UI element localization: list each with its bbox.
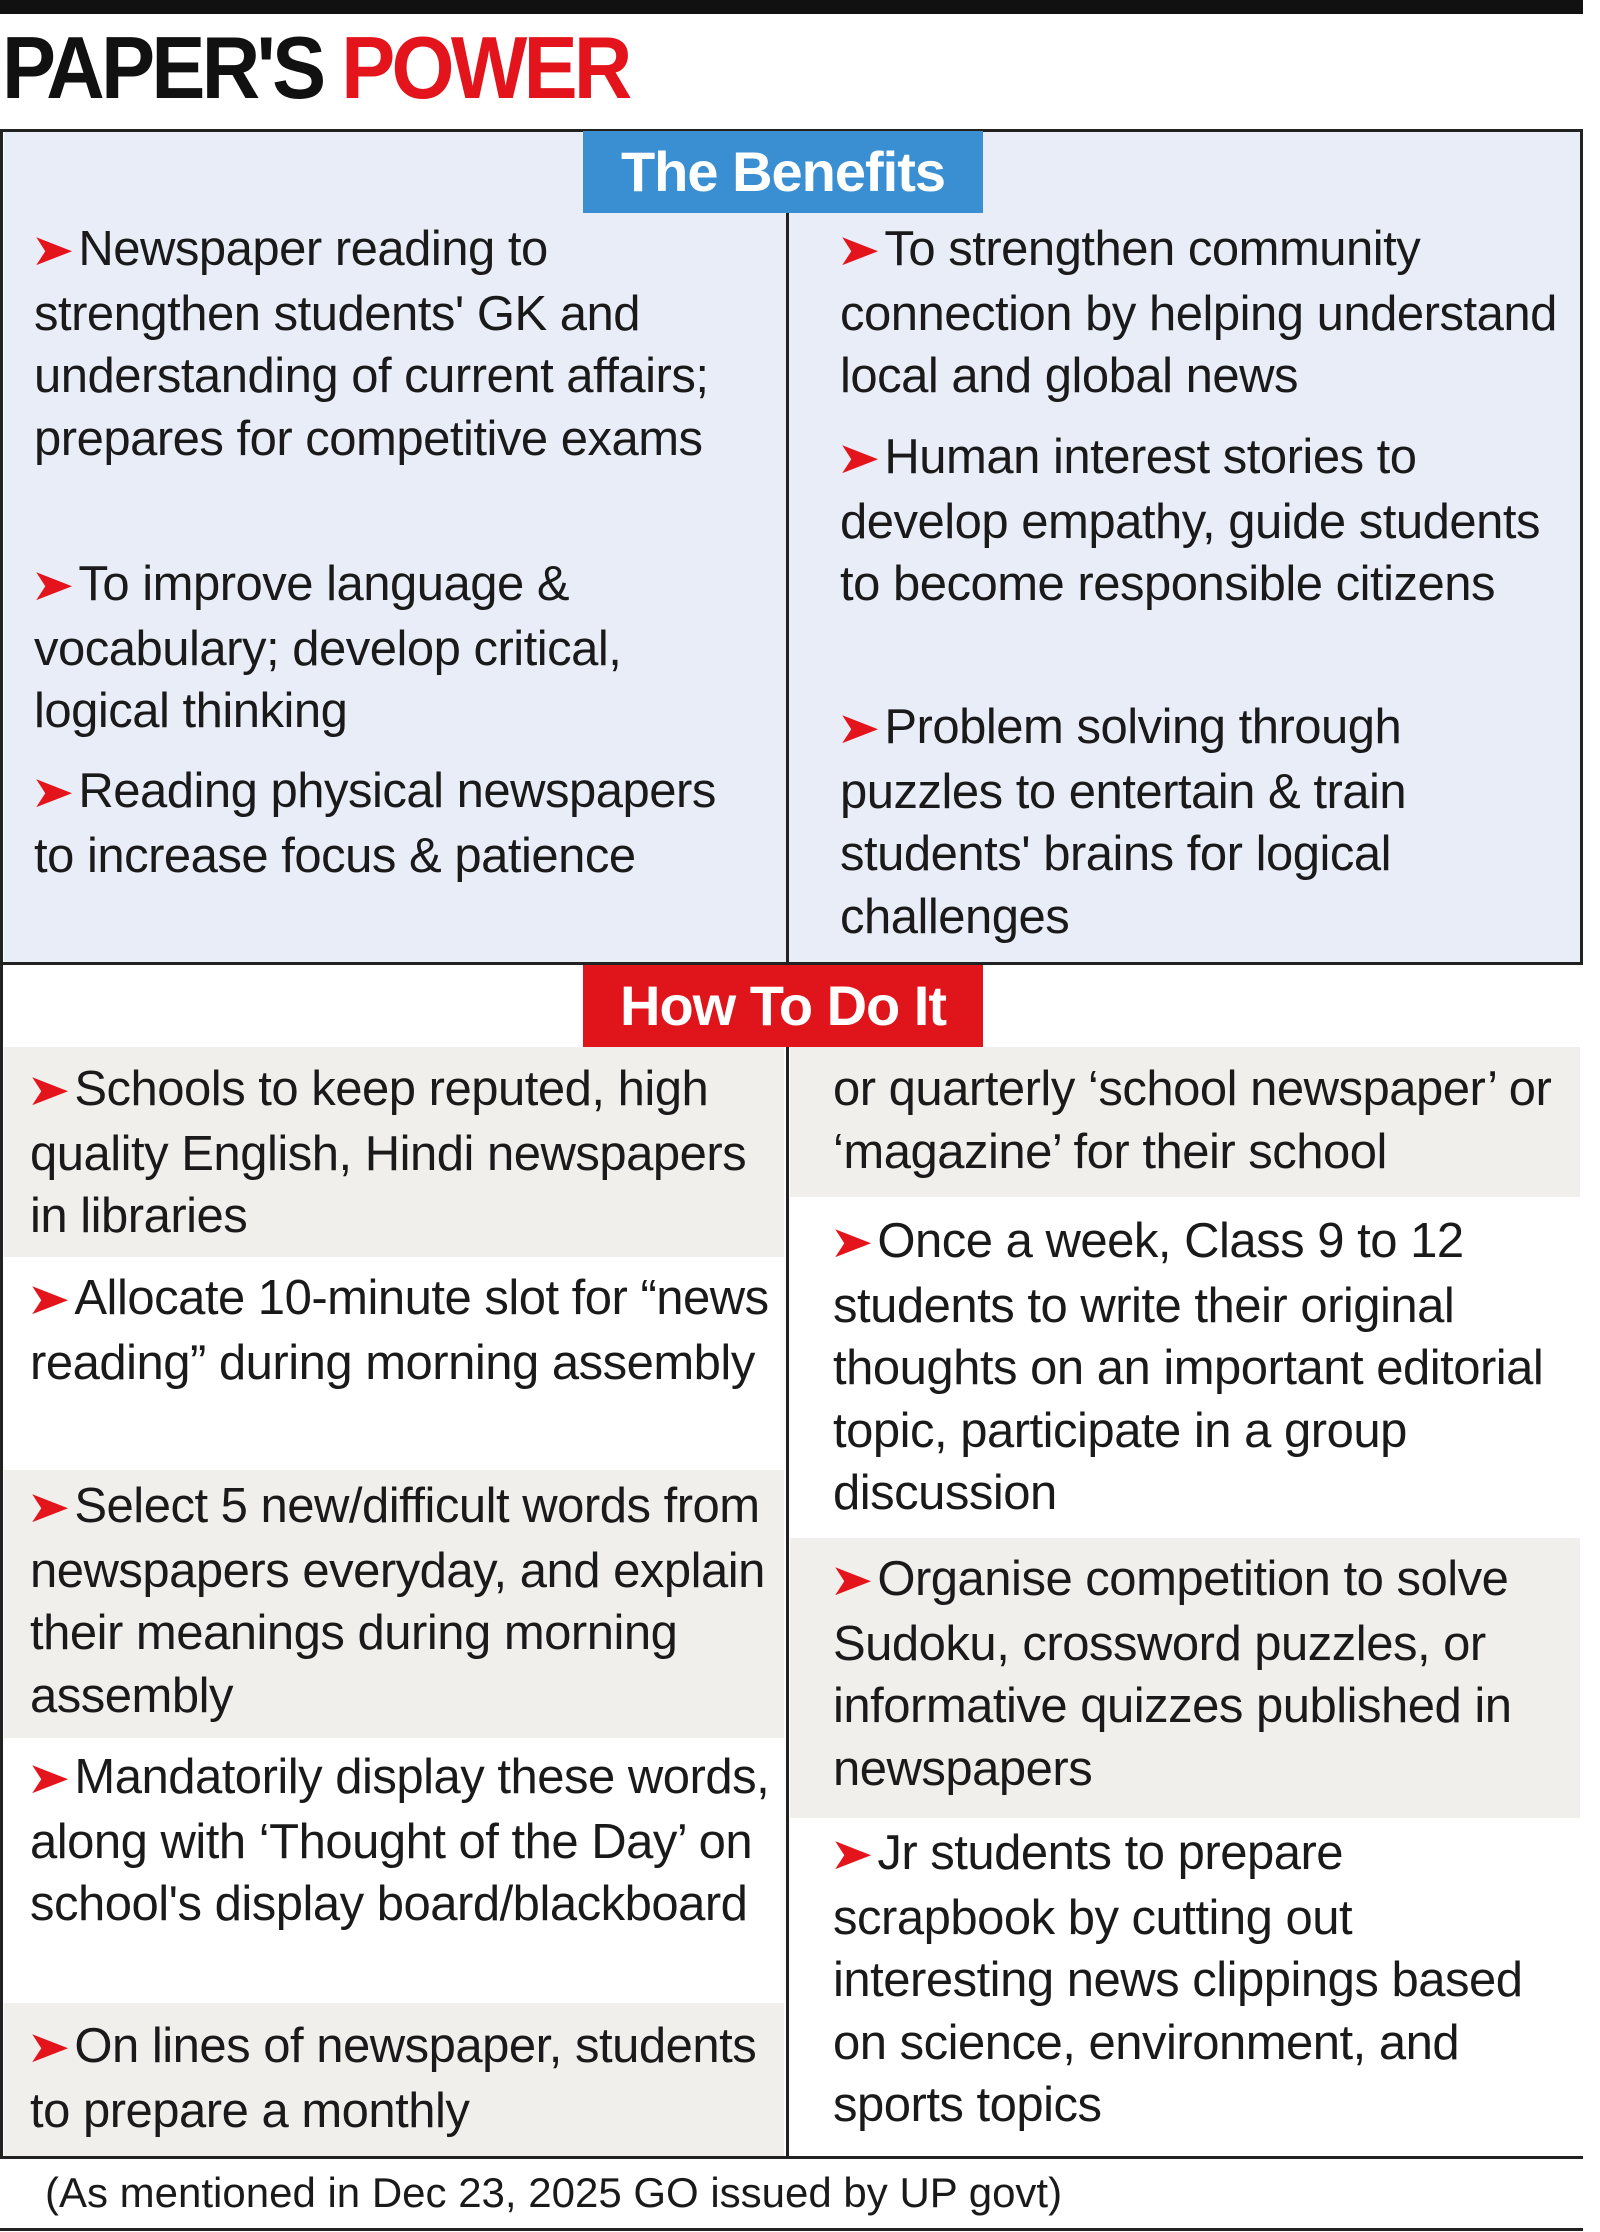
- benefit-text: To strengthen community connection by helping understand local and global news: [840, 222, 1557, 403]
- benefit-item: [836, 696, 1570, 948]
- footer-note: (As mentioned in Dec 23, 2025 GO issued by UP govt): [45, 2169, 1063, 2216]
- how-text: Mandatorily display these words, along with ‘Thought of the Day’ on school's display board/blackboard: [30, 1750, 770, 1931]
- how-item-continuation: [833, 1058, 1573, 1183]
- arrow-bullet-icon: ➤: [30, 226, 75, 275]
- benefit-text: Reading physical newspapers to increase focus & patience: [34, 764, 716, 883]
- how-item: [26, 1267, 770, 1394]
- bottom-line: [0, 2156, 1583, 2159]
- arrow-bullet-icon: ➤: [26, 2023, 71, 2072]
- arrow-bullet-icon: ➤: [836, 226, 881, 275]
- benefits-heading: The Benefits: [583, 131, 983, 213]
- benefit-item: [30, 553, 754, 743]
- how-text: Jr students to prepare scrapbook by cutting out interesting news clippings based on science, environment, and sports topics: [833, 1826, 1523, 2132]
- how-text: Schools to keep reputed, high quality English, Hindi newspapers in libraries: [30, 1062, 747, 1243]
- how-item: [26, 1475, 770, 1727]
- how-text: On lines of newspaper, students to prepare a monthly: [30, 2019, 757, 2138]
- benefit-text: Human interest stories to develop empathy, guide students to become responsible citizens: [840, 430, 1541, 611]
- arrow-bullet-icon: ➤: [26, 1275, 71, 1324]
- arrow-bullet-icon: ➤: [836, 704, 881, 753]
- how-text: Once a week, Class 9 to 12 students to write their original thoughts on an important editorial topic, participate in a group discussion: [833, 1214, 1544, 1520]
- how-item: [829, 1548, 1573, 1800]
- title-part-2: POWER: [341, 18, 629, 117]
- arrow-bullet-icon: ➤: [836, 434, 881, 483]
- benefit-item: [30, 760, 754, 887]
- arrow-bullet-icon: ➤: [30, 768, 75, 817]
- how-item: [829, 1210, 1573, 1525]
- how-text: Organise competition to solve Sudoku, crossword puzzles, or informative quizzes published in newspapers: [833, 1552, 1512, 1796]
- how-text: Allocate 10-minute slot for “news reading” during morning assembly: [30, 1271, 769, 1390]
- arrow-bullet-icon: ➤: [26, 1066, 71, 1115]
- benefit-item: [30, 218, 754, 470]
- how-item: [26, 2015, 770, 2142]
- benefit-text: Newspaper reading to strengthen students' GK and understanding of current affairs; prepares for competitive exams: [34, 222, 709, 466]
- how-text: or quarterly ‘school newspaper’ or ‘magazine’ for their school: [833, 1062, 1552, 1179]
- arrow-bullet-icon: ➤: [829, 1830, 874, 1879]
- benefit-item: [836, 426, 1570, 616]
- page-title: [2, 18, 629, 117]
- title-part-1: PAPER'S: [2, 18, 323, 117]
- how-text: Select 5 new/difficult words from newspapers everyday, and explain their meanings during morning assembly: [30, 1479, 765, 1723]
- how-column-divider: [786, 1047, 789, 2159]
- frame-right-line: [1580, 129, 1583, 963]
- arrow-bullet-icon: ➤: [829, 1218, 874, 1267]
- benefit-text: Problem solving through puzzles to entertain & train students' brains for logical challenges: [840, 700, 1407, 944]
- arrow-bullet-icon: ➤: [26, 1483, 71, 1532]
- footer-bottom-line: [0, 2228, 1583, 2231]
- how-to-heading: How To Do It: [583, 965, 983, 1047]
- how-item: [829, 1822, 1573, 2137]
- benefit-text: To improve language & vocabulary; develop critical, logical thinking: [34, 557, 622, 738]
- top-rule: [0, 0, 1583, 14]
- frame-left-line: [0, 129, 3, 2159]
- arrow-bullet-icon: ➤: [30, 561, 75, 610]
- how-item: [26, 1746, 770, 1936]
- benefits-column-divider: [786, 212, 789, 962]
- how-item: [26, 1058, 770, 1248]
- benefit-item: [836, 218, 1570, 408]
- arrow-bullet-icon: ➤: [829, 1556, 874, 1605]
- arrow-bullet-icon: ➤: [26, 1754, 71, 1803]
